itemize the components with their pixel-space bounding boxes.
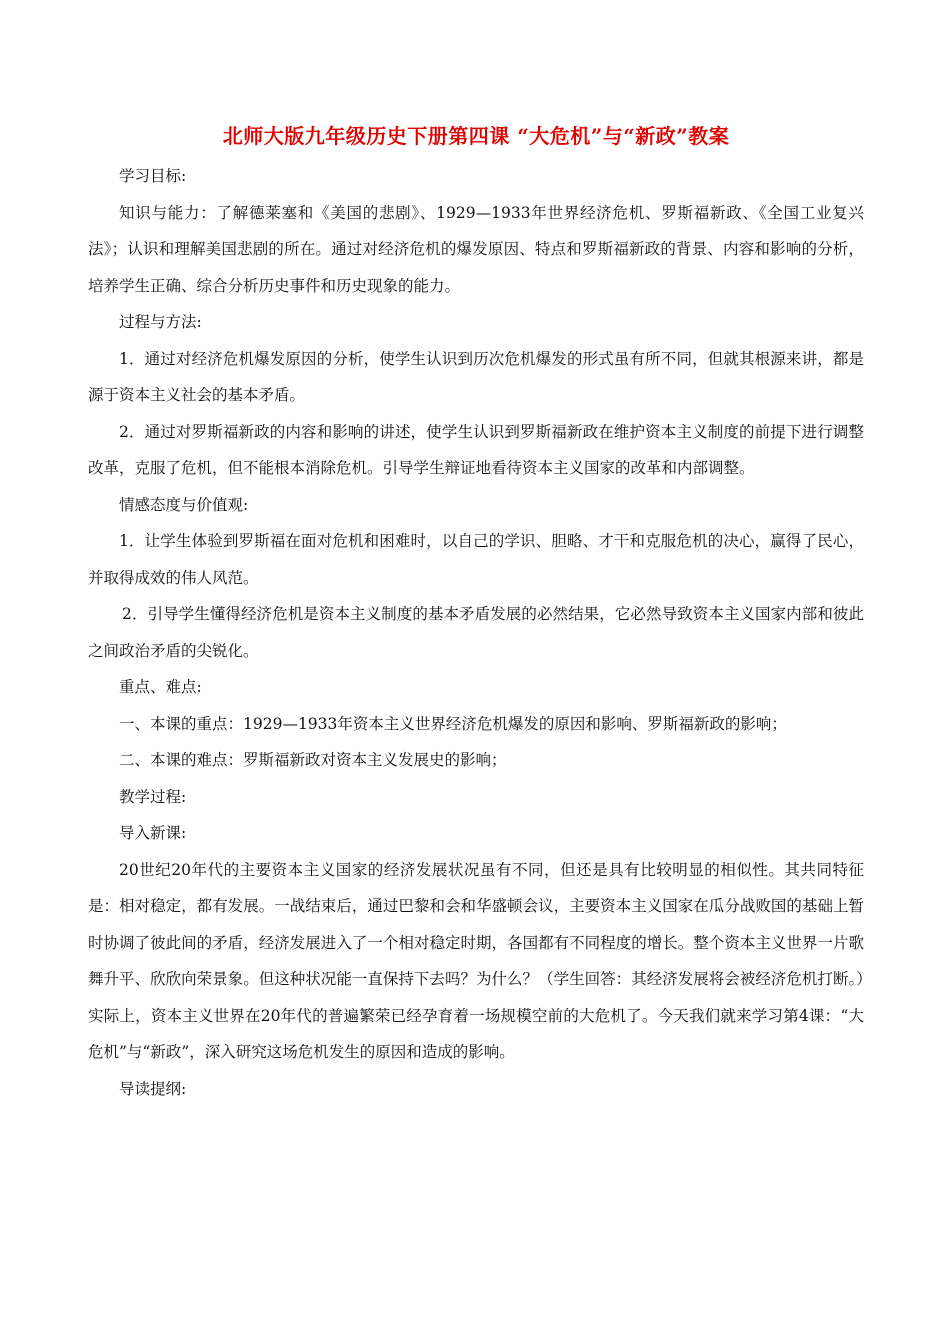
heading-teaching-process: 教学过程: (119, 787, 187, 806)
heading-new-lesson: 导入新课: (119, 824, 187, 842)
heading-reading-outline: 导读提纲: (119, 1079, 187, 1098)
paragraph-emotion-2: 2．引导学生懂得经济危机是资本主义制度的基本矛盾发展的必然结果，它必然导致资本主义国家内部和彼此之间政治矛盾的尖锐化。 (88, 605, 864, 660)
paragraph-emotion-1: 1．让学生体验到罗斯福在面对危机和困难时，以自己的学识、胆略、才干和克服危机的决心，赢得了民心，并取得成效的伟人风范。 (88, 532, 864, 587)
document-title: 北师大版九年级历史下册第四课 “大危机”与“新政”教案 (222, 124, 730, 148)
paragraph-introduction: 20世纪20年代的主要资本主义国家的经济发展状况虽有不同，但还是具有比较明显的相似性。其共同特征是：相对稳定，都有发展。一战结束后，通过巴黎和会和华盛顿会议，主要资本主义国家在瓜分战败国的基础上暂时协调了彼此间的矛盾，经济发展进入了一个相对稳定时期，各国都有不同程度的增长。整个资本主义世界一片歌舞升平、欣欣向荣景象。但这种状况能一直保持下去吗？为什么？（学生回答：其经济发展将会被经济危机打断。）实际上，资本主义世界在20年代的普遍繁荣已经孕育着一场规模空前的大危机了。今天我们就来学习第4课：“大危机”与“新政”，深入研究这场危机发生的原因和造成的影响。 (88, 860, 864, 1061)
document-page (88, 118, 864, 1107)
paragraph-key-point: 一、本课的重点：1929—1933年资本主义世界经济危机爆发的原因和影响、罗斯福新政的影响； (119, 714, 787, 733)
heading-emotion-values: 情感态度与价值观: (119, 495, 249, 514)
paragraph-difficult-point: 二、本课的难点：罗斯福新政对资本主义发展史的影响； (119, 751, 507, 769)
heading-learning-goals: 学习目标: (119, 167, 187, 185)
paragraph-process-1: 1．通过对经济危机爆发原因的分析，使学生认识到历次危机爆发的形式虽有所不同，但就其根源来讲，都是源于资本主义社会的基本矛盾。 (88, 349, 864, 404)
paragraph-knowledge-ability: 知识与能力：了解德莱塞和《美国的悲剧》、1929—1933年世界经济危机、罗斯福新政、《全国工业复兴法》；认识和理解美国悲剧的所在。通过对经济危机的爆发原因、特点和罗斯福新政的背景、内容和影响的分析，培养学生正确、综合分析历史事件和历史现象的能力。 (88, 203, 864, 295)
heading-key-points: 重点、难点: (119, 678, 202, 696)
paragraph-process-2: 2．通过对罗斯福新政的内容和影响的讲述，使学生认识到罗斯福新政在维护资本主义制度的前提下进行调整改革，克服了危机，但不能根本消除危机。引导学生辩证地看待资本主义国家的改革和内部调整。 (88, 422, 864, 477)
heading-process-method: 过程与方法: (119, 313, 202, 331)
